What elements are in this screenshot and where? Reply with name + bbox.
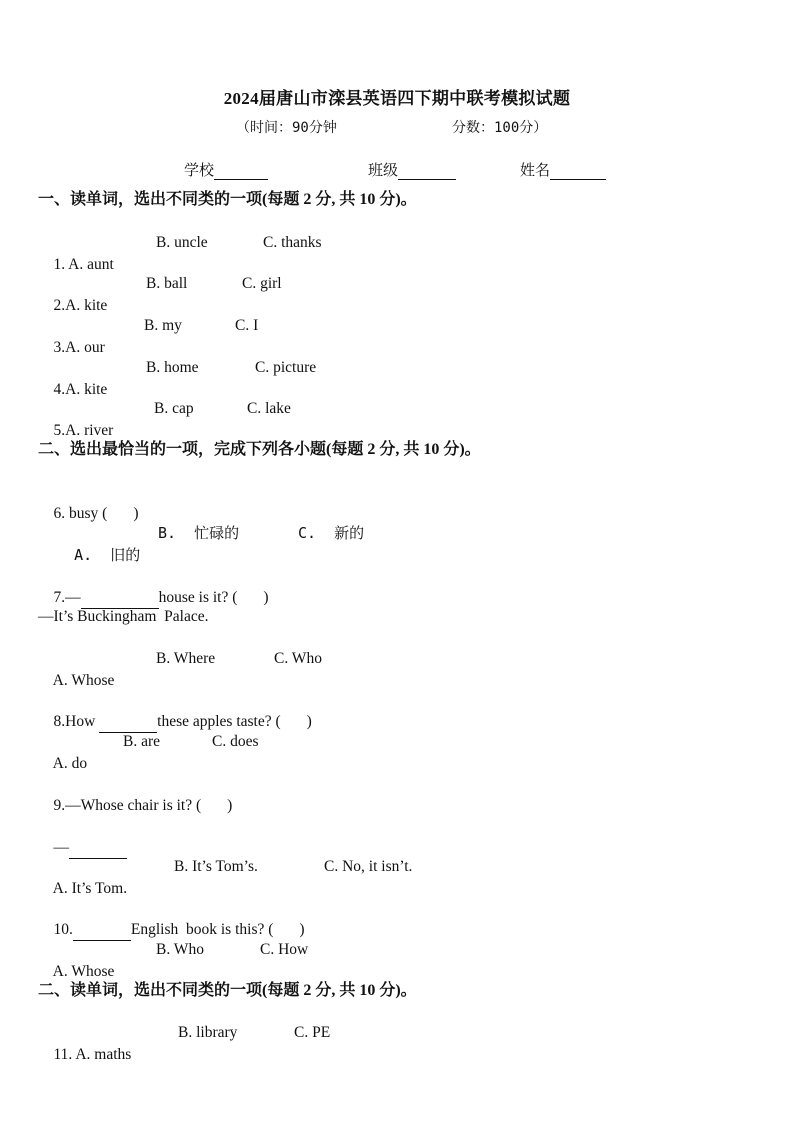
q3-option-a: 3.A. our (53, 339, 105, 356)
question-7-options (38, 648, 322, 689)
q3-option-b: B. my (144, 317, 182, 334)
q5-option-c: C. lake (247, 400, 291, 417)
question-3 (38, 315, 259, 356)
section-2-heading: 二、选出最恰当的一项，完成下列各小题(每题 2 分, 共 10 分)。 (38, 441, 481, 458)
q2-option-a: 2.A. kite (53, 297, 108, 314)
q11-option-b: B. library (178, 1024, 238, 1041)
q6-option-b: B. 忙碌的 (158, 524, 240, 542)
student-info (0, 159, 794, 181)
section-3-heading: 二、读单词，选出不同类的一项(每题 2 分, 共 10 分)。 (38, 982, 417, 999)
q4-option-b: B. home (146, 359, 199, 376)
question-4 (38, 357, 317, 398)
question-10-stem (38, 897, 305, 938)
name-label: 姓名 (520, 163, 551, 179)
name-blank[interactable] (550, 164, 606, 180)
q2-option-c: C. girl (242, 275, 282, 292)
q8-stem-start: 8.How (53, 713, 100, 730)
q10-option-a: A. Whose (52, 963, 115, 980)
q1-option-b: B. uncle (156, 234, 208, 251)
q6-option-a: A. 旧的 (74, 546, 141, 564)
question-1 (38, 232, 322, 273)
q8-close-paren: ) (306, 713, 312, 730)
q10-close-paren: ) (299, 921, 305, 938)
exam-meta (0, 117, 794, 137)
q11-option-c: C. PE (294, 1024, 331, 1041)
q6-option-c: C. 新的 (298, 524, 365, 542)
q7-close-paren: ) (263, 589, 269, 606)
question-6-options (38, 522, 365, 564)
q9-option-b: B. It’s Tom’s. (174, 858, 258, 875)
q6-close-paren: ) (133, 505, 139, 522)
question-9-options (38, 856, 413, 897)
q7-stem-end: house is it? ( (158, 589, 238, 606)
q9-stem: 9.—Whose chair is it? ( (53, 797, 202, 814)
question-8-options (38, 731, 259, 772)
q5-option-a: 5.A. river (53, 422, 114, 439)
class-label: 班级 (368, 163, 399, 179)
q9-close-paren: ) (227, 797, 233, 814)
q8-option-b: B. are (123, 733, 161, 750)
q9-dash: — (53, 839, 69, 856)
question-8-stem (38, 689, 312, 730)
q8-stem-end: these apples taste? ( (157, 713, 281, 730)
q7-option-b: B. Where (156, 650, 216, 667)
q4-option-c: C. picture (255, 359, 317, 376)
question-7-stem (38, 565, 269, 606)
q11-option-a: 11. A. maths (53, 1046, 132, 1063)
name-field[interactable] (520, 159, 606, 180)
q2-option-b: B. ball (146, 275, 188, 292)
question-5 (38, 398, 291, 439)
class-blank[interactable] (398, 164, 456, 180)
question-2 (38, 273, 282, 314)
q9-option-c: C. No, it isn’t. (324, 858, 413, 875)
school-field[interactable] (184, 159, 268, 180)
q8-option-c: C. does (212, 733, 259, 750)
q10-stem-start: 10. (53, 921, 73, 938)
q9-option-a: A. It’s Tom. (52, 880, 128, 897)
q8-option-a: A. do (52, 755, 88, 772)
q7-stem-start: 7.— (53, 589, 81, 606)
question-10-options (38, 939, 309, 980)
q1-option-c: C. thanks (263, 234, 322, 251)
exam-time: （时间：90分钟 (236, 120, 337, 136)
q10-option-b: B. Who (156, 941, 204, 958)
question-6-stem (38, 481, 139, 522)
question-9-response (38, 815, 127, 856)
q7-option-c: C. Who (274, 650, 322, 667)
q4-option-a: 4.A. kite (53, 381, 108, 398)
section-1-heading: 一、读单词，选出不同类的一项(每题 2 分, 共 10 分)。 (38, 191, 417, 208)
q5-option-b: B. cap (154, 400, 194, 417)
q3-option-c: C. I (235, 317, 259, 334)
q6-stem: 6. busy ( (53, 505, 108, 522)
school-label: 学校 (184, 163, 215, 179)
school-blank[interactable] (214, 164, 268, 180)
question-11 (38, 1022, 331, 1063)
exam-score: 分数：100分） (452, 120, 548, 136)
q1-option-a: 1. A. aunt (53, 256, 114, 273)
q10-stem-end: English book is this? ( (130, 921, 274, 938)
page-title: 2024届唐山市滦县英语四下期中联考模拟试题 (223, 89, 571, 108)
question-7-answer: —It’s Buckingham Palace. (38, 608, 209, 625)
class-field[interactable] (368, 159, 456, 180)
q7-option-a: A. Whose (52, 672, 115, 689)
q10-option-c: C. How (260, 941, 309, 958)
question-9-stem (38, 773, 233, 814)
